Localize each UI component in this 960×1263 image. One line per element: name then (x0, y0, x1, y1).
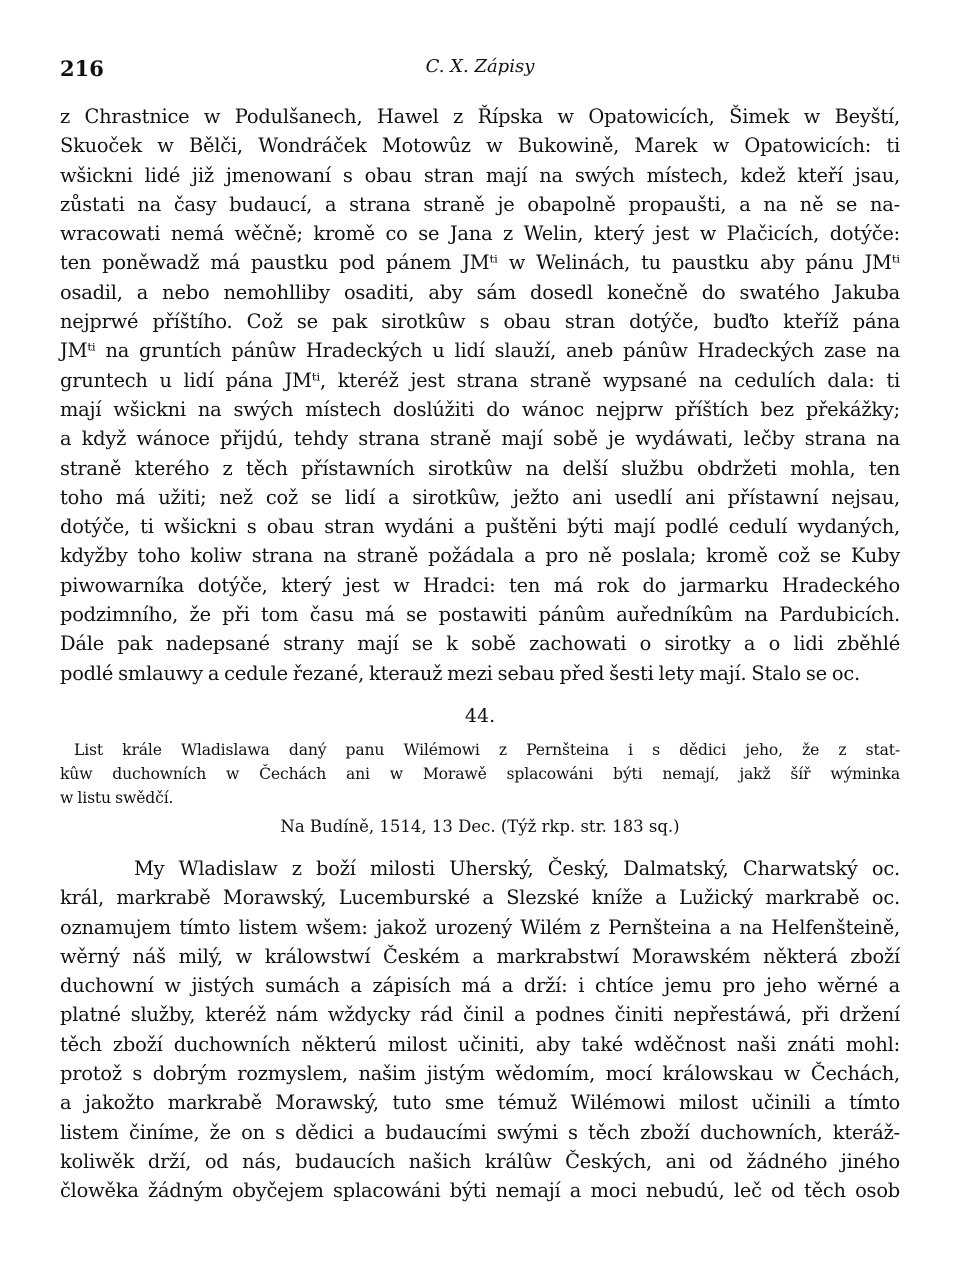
summary-line: w listu swědčí. (60, 788, 174, 807)
text-line: mají wšickni na swých místech doslúžiti do wánoc nejprw příštích bez překážky; (60, 397, 900, 421)
text-line: člowěka žádným obyčejem splacowáni býti nemají a moci nebudú, leč od těch osob (60, 1179, 900, 1203)
text-line: wracowati nemá wěčně; kromě co se Jana z Welin, který jest w Plačicích, dotýče: (60, 222, 900, 246)
summary-line: kûw duchowních w Čechách ani w Morawě splacowáni býti nemají, jakž šíř wýminka (60, 764, 900, 783)
text-line: osadil, a nebo nemohlliby osaditi, aby sám dosedl konečně do swatého Jakuba (60, 280, 900, 304)
body-text-bottom (60, 854, 900, 1206)
text-line: těch zboží duchowních některú milost učiniti, aby také wděčnost naši znáti mohl: (60, 1032, 900, 1056)
summary-line: List krále Wladislawa daný panu Wilémowi z Pernšteina i s dědici jeho, že z stat- (74, 740, 900, 759)
text-line: Dále pak nadepsané strany mají se k sobě zachowati o sirotky a o lidi zběhlé (60, 632, 900, 656)
text-line: dotýče, ti wšickni s obau stran wydáni a puštěni býti mají podlé cedulí wydaných, (60, 515, 900, 539)
text-line: duchowní w jistých sumách a zápisích má a drží: i chtíce jemu pro jeho wěrné a (60, 974, 900, 998)
text-line: toho má užiti; než což se lidí a sirotkûw, ježto ani usedlí ani přístawní nejsau, (60, 485, 900, 509)
text-line: kdyžby toho koliw strana na straně požádala a pro ně poslala; kromě což se Kuby (60, 544, 900, 568)
text-line: listem činíme, že on s dědici a budaucími swými s těch zboží duchowních, kteráž- (60, 1120, 900, 1144)
running-title: C. X. Zápisy (425, 56, 535, 77)
document-summary (60, 738, 900, 810)
text-line: z Chrastnice w Podulšanech, Hawel z Řípska w Opatowicích, Šimek w Beyští, (60, 105, 900, 128)
text-line: My Wladislaw z boží milosti Uherský, Český, Dalmatský, Charwatský oc. (134, 856, 900, 880)
text-line: straně kterého z těch přístawních sirotkûw na delší službu obdržeti mohla, ten (60, 456, 900, 480)
text-line: král, markrabě Morawský, Lucemburské a Slezské kníže a Lužický markrabě oc. (60, 886, 900, 910)
text-line: piwowarníka dotýče, který jest w Hradci: ten má rok do jarmarku Hradeckého (60, 573, 900, 597)
page-number: 216 (60, 56, 104, 81)
text-line: zůstati na časy budaucí, a strana straně je obapolně propaušti, a na ně se na- (60, 192, 900, 216)
text-line: ten poněwadž má paustku pod pánem JMᵗⁱ w Welinách, tu paustku aby pánu JMᵗⁱ (60, 251, 900, 275)
text-line: wšickni lidé již jmenowaní s obau stran mají na swých místech, kdež kteří jsau, (60, 163, 900, 187)
text-line: koliwěk drží, od nás, budaucích našich králûw Českých, ani od žádného jiného (60, 1149, 900, 1173)
text-line: nejprwé příštího. Což se pak sirotkûw s obau stran dotýče, buďto kteříž pána (60, 310, 900, 334)
text-line: a když wánoce přijdú, tehdy strana straně mají sobě je wydáwati, lečby strana na (60, 427, 900, 451)
text-line: wěrný náš milý, w králowstwí Českém a markrabstwí Morawském některá zboží (60, 944, 900, 968)
text-line: oznamujem tímto listem wšem: jakož urozený Wilém z Pernšteina a na Helfenšteině, (60, 915, 900, 939)
body-text-top (60, 102, 900, 688)
dateline: Na Budíně, 1514, 13 Dec. (Týž rkp. str. 183 sq.) (280, 816, 680, 836)
text-line: a jakožto markrabě Morawský, tuto sme témuž Wilémowi milost učinili a tímto (60, 1091, 900, 1115)
text-line: protož s dobrým rozmyslem, našim jistým wědomím, mocí králowskau w Čechách, (60, 1062, 900, 1086)
text-line: JMᵗⁱ na gruntích pánûw Hradeckých u lidí slauží, aneb pánûw Hradeckých zase na (60, 339, 900, 363)
text-line: gruntech u lidí pána JMᵗⁱ, kteréž jest strana straně wypsané na cedulích dala: ti (60, 368, 900, 392)
text-line: Skuoček w Bělči, Wondráček Motowûz w Bukowině, Marek w Opatowicích: ti (60, 134, 900, 158)
running-head (60, 56, 900, 82)
document-number: 44. (464, 704, 496, 727)
text-line: podzimního, že při tom času má se postawiti pánûm auředníkûm na Pardubicích. (60, 603, 900, 627)
text-line: podlé smlauwy a cedule řezané, kterauž mezi sebau před šesti lety mají. Stalo se oc. (60, 661, 860, 685)
text-line: platné služby, kteréž nám wždycky rád činil a podnes činiti nepřestáwá, při držení (60, 1003, 900, 1027)
